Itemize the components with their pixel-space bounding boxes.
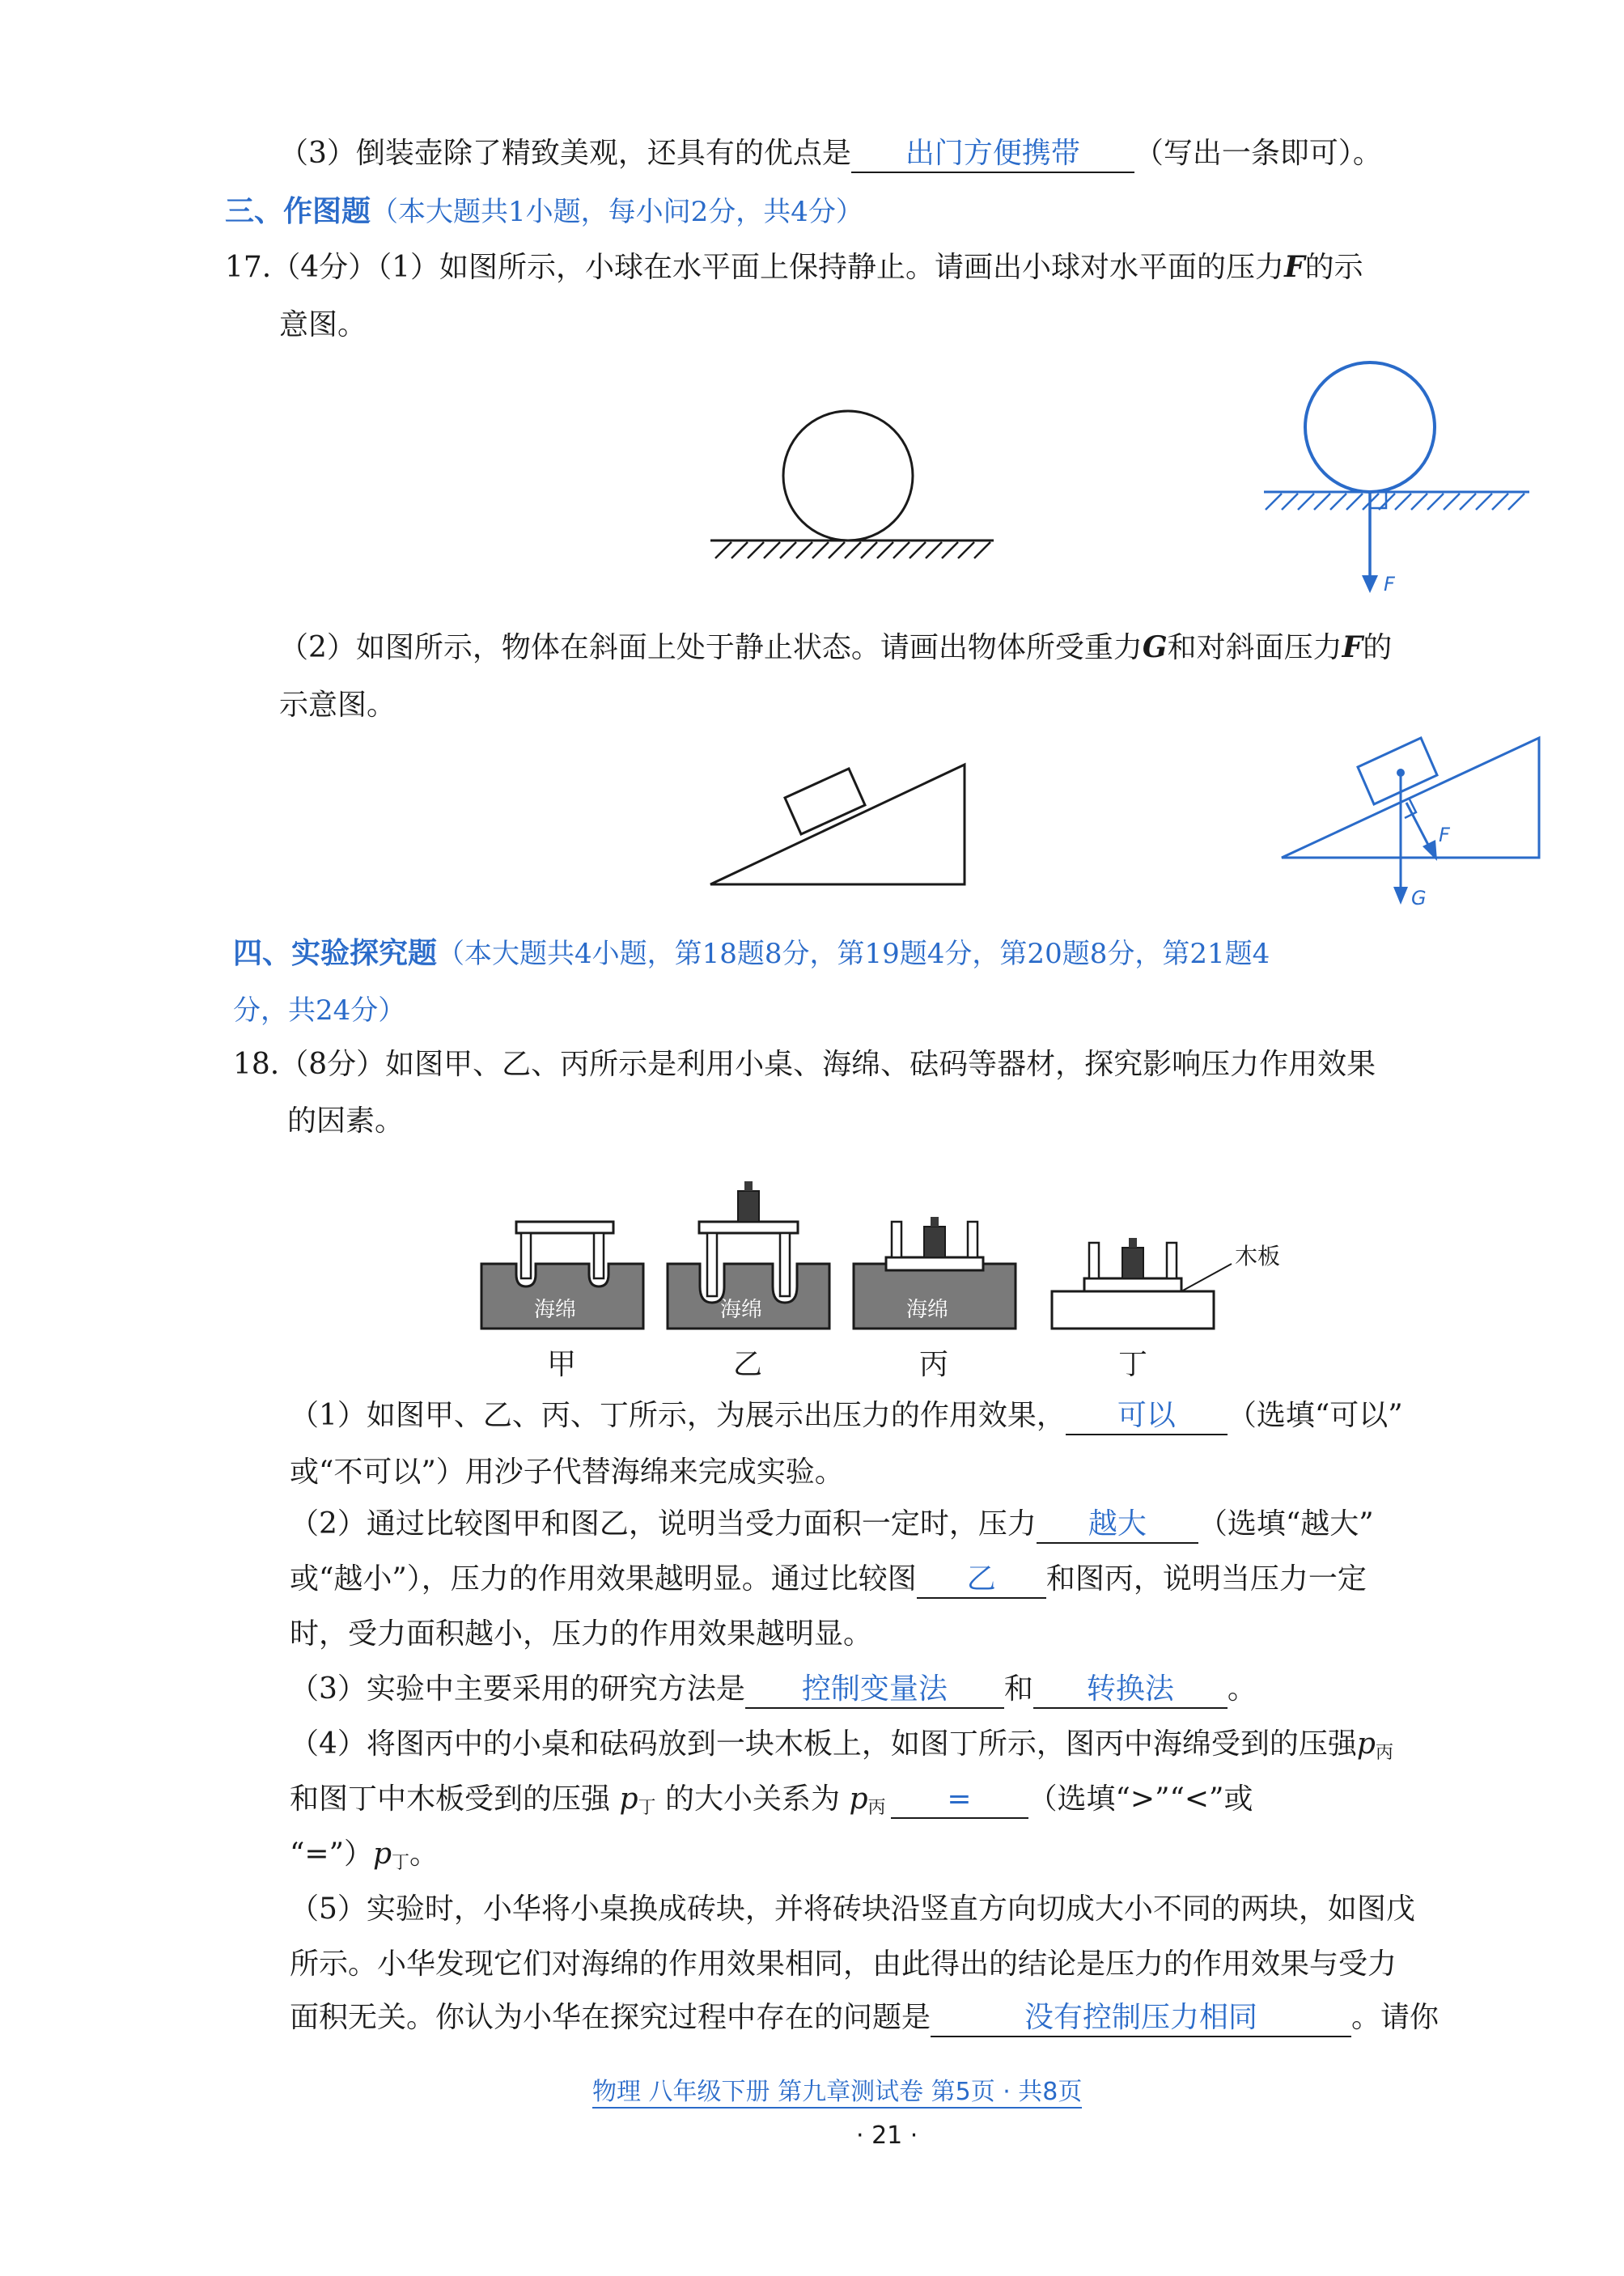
- apparatus-yi: [668, 1181, 829, 1329]
- page-number: · 21 ·: [856, 2121, 918, 2150]
- table-leg: [892, 1222, 901, 1257]
- table-leg: [968, 1222, 977, 1257]
- weight-knob: [931, 1217, 939, 1227]
- weight: [738, 1191, 759, 1222]
- answer-blank: =: [891, 1782, 1028, 1819]
- q17-line2: 意图。: [279, 308, 367, 341]
- answer-blank: 没有控制压力相同: [931, 2000, 1351, 2037]
- table-leg: [594, 1233, 604, 1278]
- section-4-note-line2: 分，共24分）: [233, 994, 406, 1027]
- board-label: 木板: [1235, 1243, 1281, 1269]
- incline-answer-figure: [1277, 728, 1552, 914]
- caption-yi: 乙: [733, 1348, 763, 1381]
- pressure-experiment-figure: [477, 1173, 1303, 1384]
- board-leader-line: [1181, 1264, 1232, 1291]
- q18-part1-line2: 或“不可以”）用沙子代替海绵来完成实验。: [290, 1456, 844, 1489]
- block: [785, 769, 865, 834]
- answer-blank: 转换法: [1033, 1672, 1228, 1709]
- table-leg: [780, 1233, 790, 1296]
- block-on-incline-figure: [704, 757, 979, 894]
- gravity-arrow-head: [1393, 887, 1408, 905]
- caption-ding: 丁: [1118, 1348, 1148, 1381]
- q18-part5-line3: 面积无关。你认为小华在探究过程中存在的问题是 没有控制压力相同 。请你: [290, 1998, 1439, 2037]
- q18-line2: 的因素。: [287, 1104, 405, 1138]
- table-leg: [1089, 1243, 1099, 1278]
- table-top: [516, 1222, 613, 1233]
- table-top: [1084, 1278, 1181, 1291]
- pressure-arrow-shaft: [1406, 803, 1429, 846]
- q18-part1-line1: （1）如图甲、乙、丙、丁所示，为展示出压力的作用效果， 可以 （选填“可以”: [290, 1397, 1403, 1435]
- weight: [924, 1227, 945, 1257]
- q18-part2-line2: 或“越小”），压力的作用效果越明显。通过比较图 乙 和图丙，说明当压力一定: [290, 1560, 1367, 1599]
- table-top: [886, 1257, 983, 1270]
- q18-part2-line3: 时，受力面积越小，压力的作用效果越明显。: [290, 1617, 873, 1651]
- wooden-board: [1052, 1291, 1214, 1329]
- q18-part4-line1: （4）将图丙中的小桌和砝码放到一块木板上，如图丁所示，图丙中海绵受到的压强$p_丙$: [290, 1727, 1393, 1763]
- weight-knob: [744, 1181, 753, 1191]
- apparatus-ding: [1052, 1238, 1280, 1329]
- section-4-heading: 四、实验探究题（本大题共4小题，第18题8分，第19题4分，第20题8分，第21题4: [233, 937, 1270, 970]
- q18-part3: （3）实验中主要采用的研究方法是 控制变量法 和 转换法 。: [290, 1670, 1257, 1709]
- q18-part2-line1: （2）通过比较图甲和图乙，说明当受力面积一定时，压力 越大 （选填“越大”: [290, 1505, 1374, 1544]
- caption-jia: 甲: [547, 1348, 577, 1381]
- q17-line1: 17.（4分）（1）如图所示，小球在水平面上保持静止。请画出小球对水平面的压力F的示: [225, 250, 1363, 284]
- ball-answer-figure: [1254, 360, 1537, 603]
- pressure-arrow-head: [1362, 575, 1378, 593]
- gravity-g-label: G: [1411, 887, 1427, 909]
- ball: [1305, 362, 1435, 492]
- table-leg: [1167, 1243, 1177, 1278]
- ball: [783, 411, 913, 540]
- ground-hatching: [715, 542, 990, 558]
- table-leg: [707, 1233, 717, 1296]
- table-top: [699, 1222, 798, 1233]
- sponge-label: 海绵: [906, 1298, 949, 1322]
- weight: [1122, 1248, 1143, 1278]
- answer-blank: 越大: [1037, 1507, 1198, 1544]
- answer-blank: 出门方便携带: [851, 136, 1134, 173]
- apparatus-bing: [854, 1217, 1016, 1329]
- sponge-label: 海绵: [534, 1298, 577, 1322]
- q18-part4-line2: 和图丁中木板受到的压强 $p_丁$ 的大小关系为 $p_丙$ = （选填“>”“<”或: [290, 1782, 1253, 1818]
- caption-bing: 丙: [919, 1348, 949, 1381]
- section-3-heading: 三、作图题（本大题共1小题，每小问2分，共4分）: [225, 195, 863, 228]
- apparatus-jia: [481, 1222, 643, 1329]
- sponge-label: 海绵: [720, 1298, 763, 1322]
- q16-part3: （3）倒装壶除了精致美观，还具有的优点是 出门方便携带 （写出一条即可）。: [279, 134, 1382, 173]
- ground-hatching: [1266, 494, 1524, 510]
- ball-on-ground-figure: [704, 405, 1003, 566]
- q18-line1: 18.（8分）如图甲、乙、丙所示是利用小桌、海绵、砝码等器材，探究影响压力作用效果: [233, 1048, 1376, 1081]
- answer-blank: 可以: [1066, 1398, 1228, 1435]
- weight-knob: [1129, 1238, 1137, 1248]
- table-leg: [521, 1233, 531, 1278]
- q17-part2-line1: （2）如图所示，物体在斜面上处于静止状态。请画出物体所受重力G和对斜面压力F的: [279, 630, 1393, 664]
- q18-part4-line3: “$=”)p_丁$。: [290, 1837, 439, 1873]
- pressure-f-label: F: [1439, 824, 1450, 846]
- force-f-label: F: [1384, 573, 1395, 595]
- answer-blank: 乙: [917, 1562, 1046, 1599]
- q17-part2-line2: 示意图。: [279, 689, 396, 722]
- answer-blank: 控制变量法: [745, 1672, 1004, 1709]
- q18-part5-line2: 所示。小华发现它们对海绵的作用效果相同，由此得出的结论是压力的作用效果与受力: [290, 1948, 1397, 1981]
- page-footer: 物理 八年级下册 第九章测试卷 第5页 · 共8页: [592, 2071, 1082, 2109]
- q18-part5-line1: （5）实验时，小华将小桌换成砖块，并将砖块沿竖直方向切成大小不同的两块，如图戊: [290, 1892, 1415, 1926]
